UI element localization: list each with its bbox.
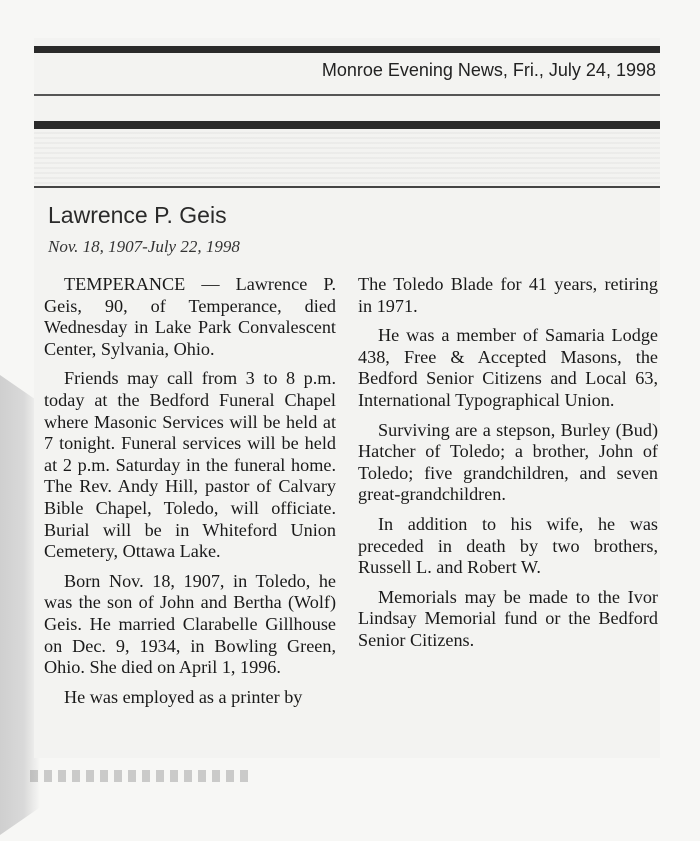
paragraph-memorials: Memorials may be made to the Ivor Lindsay Memorial fund or the Bedford Senior Citizens. [358,586,658,650]
left-column [44,274,336,716]
paragraph-memberships: He was a member of Samaria Lodge 438, Free & Accepted Masons, the Bedford Senior Citizens and Local 63, International Typographical Union. [358,325,658,410]
cut-off-text [30,770,250,782]
masthead-rule [34,94,660,96]
paragraph-employment: He was employed as a printer by [64,686,303,707]
header-rule [34,186,660,188]
paragraph-biography: Born Nov. 18, 1907, in Toledo, he was the son of John and Bertha (Wolf) Geis. He married Clarabelle Gillhouse on Dec. 9, 1934, in Bowling Green, Ohio. She died on April 1, 1996. [44,570,336,678]
bleed-through [34,132,660,184]
right-column [358,274,658,660]
obituary-dates: Nov. 18, 1907-July 22, 1998 [48,237,240,256]
paragraph-survivors: Surviving are a stepson, Burley (Bud) Hatcher of Toledo; a brother, John of Toledo; five grandchildren, and seven great-grandchildren. [358,419,658,505]
masthead: Monroe Evening News, Fri., July 24, 1998 [321,60,656,80]
paragraph-employment-continued: The Toledo Blade for 41 years, retiring in 1971. [358,274,658,316]
thick-rule [34,121,660,129]
newspaper-clipping [34,38,660,758]
paragraph-announcement: TEMPERANCE — Lawrence P. Geis, 90, of Temperance, died Wednesday in Lake Park Convalescent Center, Sylvania, Ohio. [44,274,336,359]
top-rule [34,46,660,53]
obituary-name: Lawrence P. Geis [48,202,227,228]
paragraph-predeceased: In addition to his wife, he was preceded in death by two brothers, Russell L. and Robert W. [358,513,658,578]
paragraph-services: Friends may call from 3 to 8 p.m. today at the Bedford Funeral Chapel where Masonic Services will be held at 7 tonight. Funeral services will be held at 2 p.m. Saturday in the funeral home. The Rev. Andy Hill, pastor of Calvary Bible Chapel, Toledo, will officiate. Burial will be in Whiteford Union Cemetery, Ottawa Lake. [44,368,336,562]
